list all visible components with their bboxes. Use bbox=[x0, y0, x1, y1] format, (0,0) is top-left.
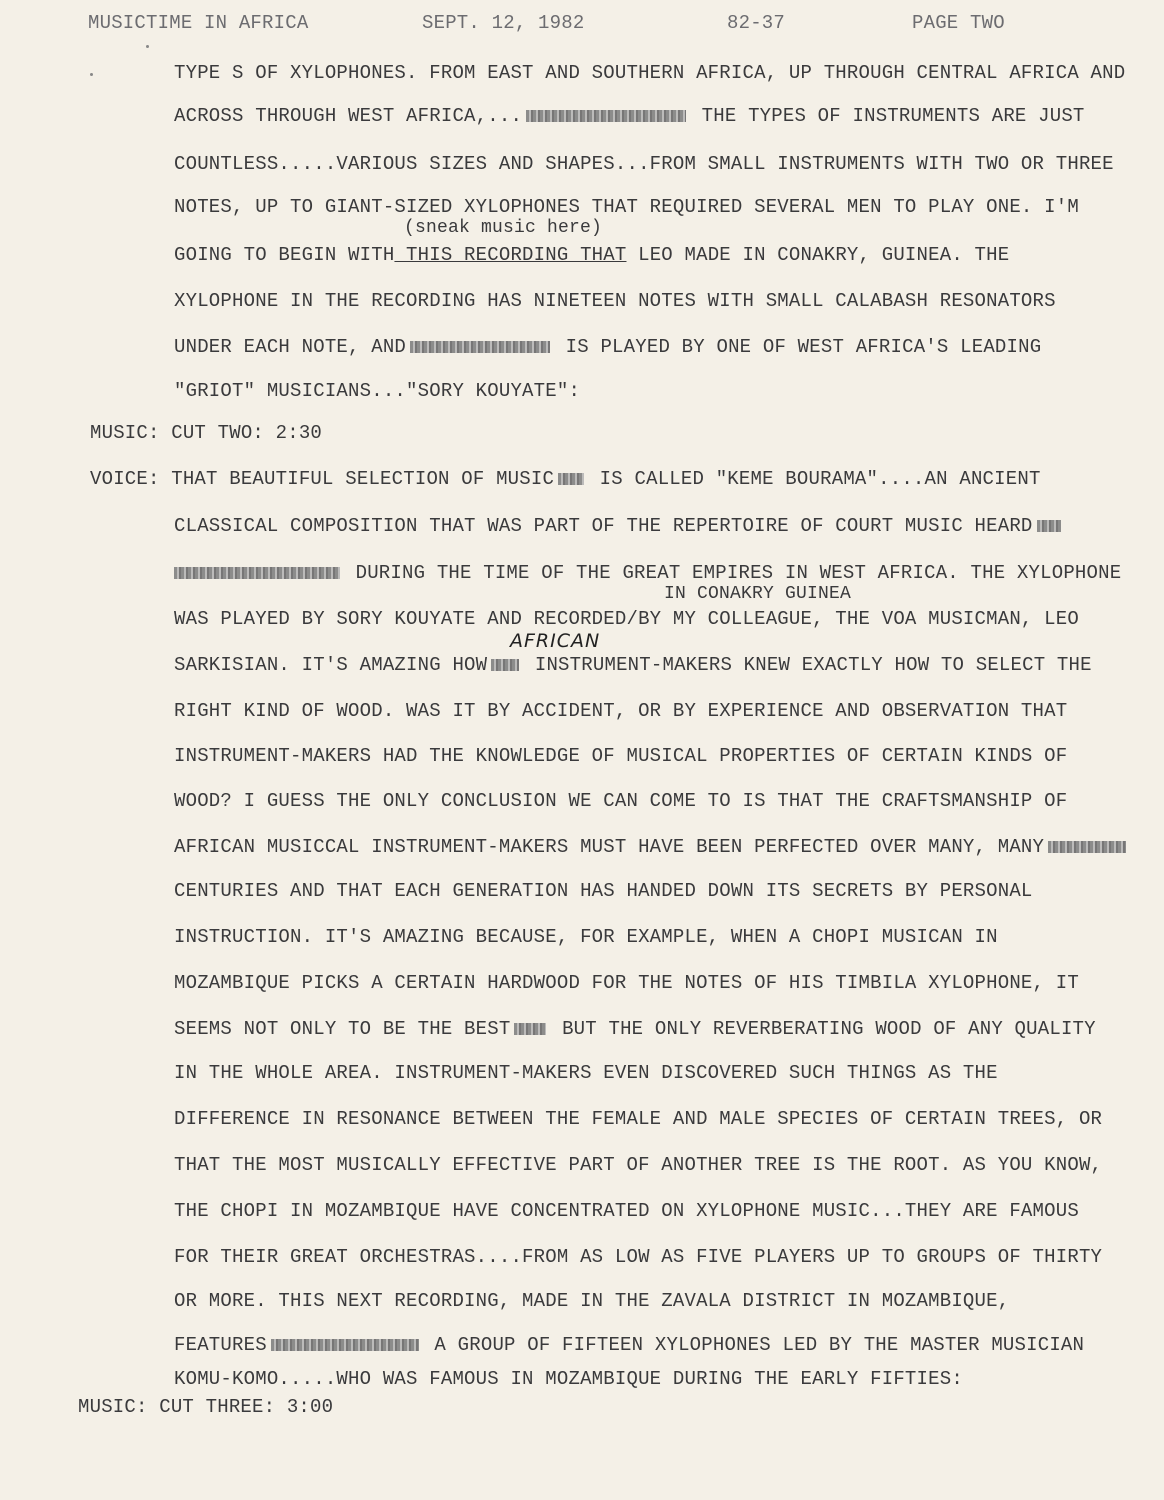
text-line: IN THE WHOLE AREA. INSTRUMENT-MAKERS EVEN DISCOVERED SUCH THINGS AS THE bbox=[174, 1062, 998, 1084]
text-segment: LEO MADE IN CONAKRY, GUINEA. THE bbox=[626, 244, 1010, 266]
text-line: COUNTLESS.....VARIOUS SIZES AND SHAPES...FROM SMALL INSTRUMENTS WITH TWO OR THREE bbox=[174, 153, 1114, 175]
broadcast-date: SEPT. 12, 1982 bbox=[422, 12, 585, 34]
text-segment: UNDER EACH NOTE, AND bbox=[174, 336, 407, 358]
redaction-mark bbox=[558, 473, 584, 485]
typed-insertion: IN CONAKRY GUINEA bbox=[664, 584, 852, 604]
text-line: WOOD? I GUESS THE ONLY CONCLUSION WE CAN COME TO IS THAT THE CRAFTSMANSHIP OF bbox=[174, 790, 1068, 812]
stage-direction-annotation: (sneak music here) bbox=[404, 218, 603, 238]
text-line: THAT THE MOST MUSICALLY EFFECTIVE PART OF ANOTHER TREE IS THE ROOT. AS YOU KNOW, bbox=[174, 1154, 1103, 1176]
text-line: XYLOPHONE IN THE RECORDING HAS NINETEEN NOTES WITH SMALL CALABASH RESONATORS bbox=[174, 290, 1056, 312]
text-line: "GRIOT" MUSICIANS..."SORY KOUYATE": bbox=[174, 380, 581, 402]
text-segment: INSTRUMENT-MAKERS KNEW EXACTLY HOW TO SELECT THE bbox=[523, 654, 1092, 676]
text-line: KOMU-KOMO.....WHO WAS FAMOUS IN MOZAMBIQUE DURING THE EARLY FIFTIES: bbox=[174, 1368, 963, 1390]
redaction-mark bbox=[491, 659, 519, 671]
handwritten-insertion: AFRICAN bbox=[510, 630, 601, 652]
text-line: OR MORE. THIS NEXT RECORDING, MADE IN THE ZAVALA DISTRICT IN MOZAMBIQUE, bbox=[174, 1290, 1010, 1312]
underlined-text: THIS RECORDING THAT bbox=[394, 244, 627, 266]
music-cue: MUSIC: CUT TWO: 2:30 bbox=[90, 422, 323, 444]
text-segment: IS CALLED "KEME BOURAMA"....AN ANCIENT bbox=[588, 468, 1041, 490]
text-line bbox=[174, 1334, 1084, 1356]
text-line: WAS PLAYED BY SORY KOUYATE AND RECORDED/BY MY COLLEAGUE, THE VOA MUSICMAN, LEO bbox=[174, 608, 1079, 630]
text-segment: GOING TO BEGIN WITH bbox=[174, 244, 395, 266]
text-line bbox=[174, 1018, 1096, 1040]
text-line bbox=[90, 468, 1041, 490]
text-line bbox=[174, 336, 1041, 358]
text-segment: SARKISIAN. IT'S AMAZING HOW bbox=[174, 654, 488, 676]
music-cue: MUSIC: CUT THREE: 3:00 bbox=[78, 1396, 334, 1418]
text-segment: A GROUP OF FIFTEEN XYLOPHONES LED BY THE MASTER MUSICIAN bbox=[422, 1334, 1085, 1356]
text-line: THE CHOPI IN MOZAMBIQUE HAVE CONCENTRATED ON XYLOPHONE MUSIC...THEY ARE FAMOUS bbox=[174, 1200, 1079, 1222]
text-segment: VOICE: THAT BEAUTIFUL SELECTION OF MUSIC bbox=[90, 468, 555, 490]
text-segment: THE TYPES OF INSTRUMENTS ARE JUST bbox=[690, 105, 1085, 127]
redaction-mark bbox=[271, 1339, 419, 1351]
text-segment: BUT THE ONLY REVERBERATING WOOD OF ANY QUALITY bbox=[550, 1018, 1096, 1040]
text-segment: CLASSICAL COMPOSITION THAT WAS PART OF THE REPERTOIRE OF COURT MUSIC HEARD bbox=[174, 515, 1033, 537]
text-segment: SEEMS NOT ONLY TO BE THE BEST bbox=[174, 1018, 511, 1040]
redaction-mark bbox=[174, 567, 340, 579]
redaction-mark bbox=[410, 341, 550, 353]
text-line: RIGHT KIND OF WOOD. WAS IT BY ACCIDENT, OR BY EXPERIENCE AND OBSERVATION THAT bbox=[174, 700, 1068, 722]
text-segment: IS PLAYED BY ONE OF WEST AFRICA'S LEADING bbox=[554, 336, 1042, 358]
paper-speck bbox=[90, 73, 93, 76]
text-line: FOR THEIR GREAT ORCHESTRAS....FROM AS LOW AS FIVE PLAYERS UP TO GROUPS OF THIRTY bbox=[174, 1246, 1103, 1268]
text-line: INSTRUMENT-MAKERS HAD THE KNOWLEDGE OF MUSICAL PROPERTIES OF CERTAIN KINDS OF bbox=[174, 745, 1068, 767]
text-line bbox=[174, 836, 1130, 858]
text-line: NOTES, UP TO GIANT-SIZED XYLOPHONES THAT REQUIRED SEVERAL MEN TO PLAY ONE. I'M bbox=[174, 196, 1079, 218]
text-line: MOZAMBIQUE PICKS A CERTAIN HARDWOOD FOR THE NOTES OF HIS TIMBILA XYLOPHONE, IT bbox=[174, 972, 1079, 994]
text-line bbox=[174, 562, 1121, 584]
script-number: 82-37 bbox=[727, 12, 786, 34]
text-line bbox=[174, 654, 1092, 676]
text-line: DIFFERENCE IN RESONANCE BETWEEN THE FEMALE AND MALE SPECIES OF CERTAIN TREES, OR bbox=[174, 1108, 1103, 1130]
text-line: INSTRUCTION. IT'S AMAZING BECAUSE, FOR EXAMPLE, WHEN A CHOPI MUSICAN IN bbox=[174, 926, 998, 948]
text-line bbox=[174, 105, 1085, 127]
text-segment: FEATURES bbox=[174, 1334, 267, 1356]
paper-speck bbox=[146, 45, 149, 48]
text-line: CENTURIES AND THAT EACH GENERATION HAS HANDED DOWN ITS SECRETS BY PERSONAL bbox=[174, 880, 1033, 902]
program-title: MUSICTIME IN AFRICA bbox=[88, 12, 309, 34]
redaction-mark bbox=[1048, 841, 1126, 853]
text-segment: DURING THE TIME OF THE GREAT EMPIRES IN WEST AFRICA. THE XYLOPHONE bbox=[344, 562, 1122, 584]
text-line bbox=[174, 515, 1065, 537]
text-segment: AFRICAN MUSICCAL INSTRUMENT-MAKERS MUST HAVE BEEN PERFECTED OVER MANY, MANY bbox=[174, 836, 1045, 858]
redaction-mark bbox=[526, 110, 686, 122]
redaction-mark bbox=[1037, 520, 1061, 532]
redaction-mark bbox=[514, 1023, 546, 1035]
text-line: TYPE S OF XYLOPHONES. FROM EAST AND SOUTHERN AFRICA, UP THROUGH CENTRAL AFRICA AND bbox=[174, 62, 1126, 84]
text-line bbox=[174, 244, 1009, 266]
page-number: PAGE TWO bbox=[912, 12, 1005, 34]
text-segment: ACROSS THROUGH WEST AFRICA,... bbox=[174, 105, 523, 127]
